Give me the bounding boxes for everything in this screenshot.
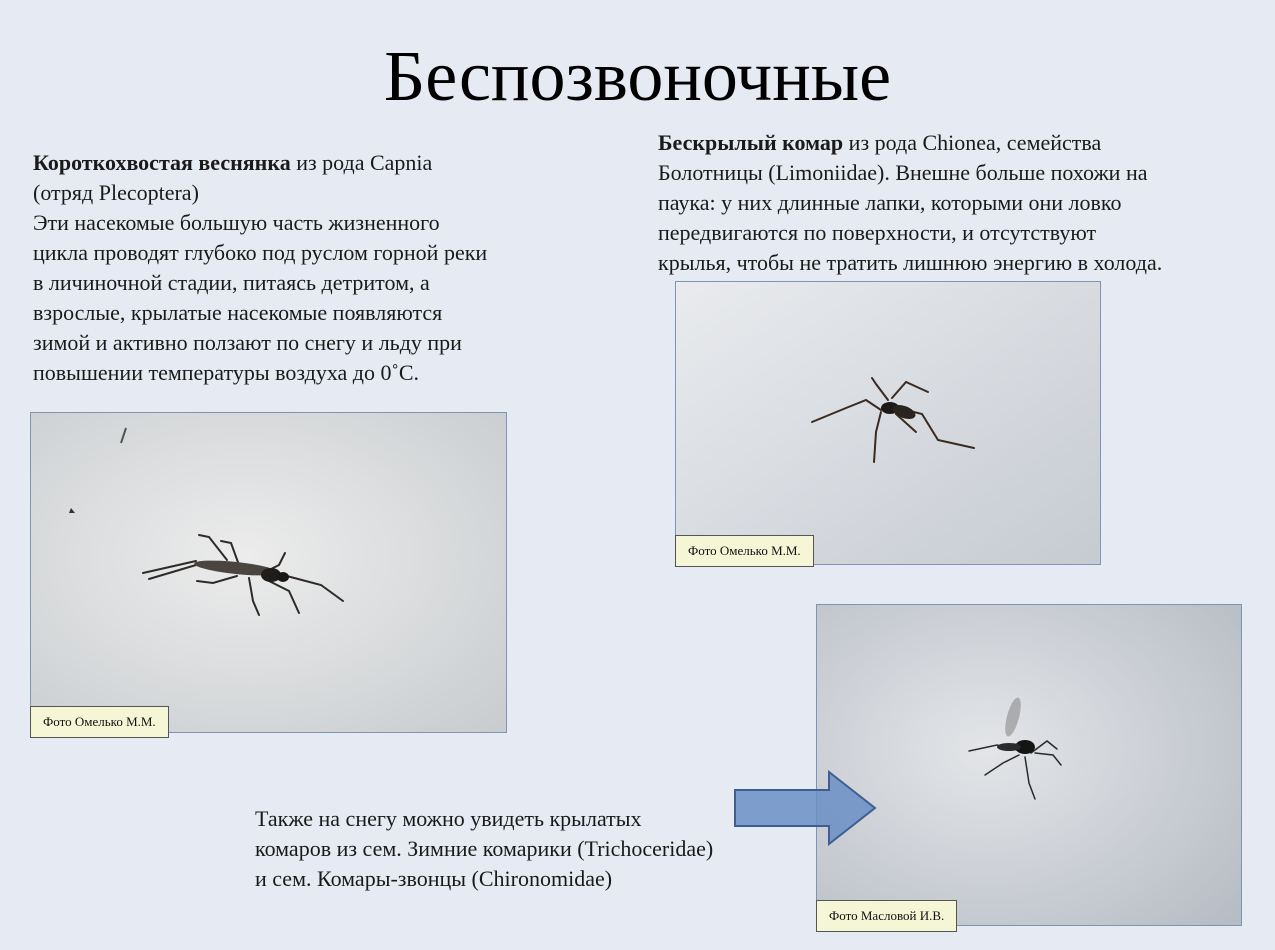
midges-note-line: Также на снегу можно увидеть крылатых bbox=[255, 806, 642, 831]
chionea-photo-credit: Фото Омелько М.М. bbox=[675, 535, 814, 567]
midges-note bbox=[255, 804, 815, 894]
stonefly-line: (отряд Plecoptera) bbox=[33, 180, 199, 205]
midges-note-line: комаров из сем. Зимние комарики (Trichoceridae) bbox=[255, 836, 714, 861]
stonefly-line: зимой и активно ползают по снегу и льду при bbox=[33, 330, 462, 355]
midge-photo-credit: Фото Масловой И.В. bbox=[816, 900, 957, 932]
chionea-line: передвигаются по поверхности, и отсутствуют bbox=[658, 220, 1097, 245]
midge-photo bbox=[816, 604, 1242, 926]
stonefly-photo bbox=[30, 412, 507, 733]
chionea-line: паука: у них длинные лапки, которыми они ловко bbox=[658, 190, 1122, 215]
stonefly-photo-credit: Фото Омелько М.М. bbox=[30, 706, 169, 738]
midges-note-line: и сем. Комары-звонцы (Chironomidae) bbox=[255, 866, 613, 891]
chionea-line: Болотницы (Limoniidae). Внешне больше похожи на bbox=[658, 160, 1148, 185]
stonefly-line: цикла проводят глубоко под руслом горной реки bbox=[33, 240, 488, 265]
stonefly-line: взрослые, крылатые насекомые появляются bbox=[33, 300, 443, 325]
stonefly-line: повышении температуры воздуха до 0˚С. bbox=[33, 360, 419, 385]
chionea-genus: из рода Chionea, семейства bbox=[843, 130, 1102, 155]
page-title: Беспозвоночные bbox=[383, 36, 892, 116]
stonefly-description bbox=[33, 148, 573, 388]
chionea-name: Бескрылый комар bbox=[658, 130, 844, 155]
stonefly-line: в личиночной стадии, питаясь детритом, а bbox=[33, 270, 430, 295]
stonefly-genus: из рода Capnia bbox=[290, 150, 433, 175]
stonefly-name: Короткохвостая веснянка bbox=[33, 150, 291, 175]
chionea-line: крылья, чтобы не тратить лишнюю энергию в холода. bbox=[658, 250, 1163, 275]
chionea-description bbox=[658, 128, 1258, 278]
chionea-photo bbox=[675, 281, 1101, 565]
right-arrow-icon bbox=[733, 770, 878, 846]
stonefly-line: Эти насекомые большую часть жизненного bbox=[33, 210, 440, 235]
